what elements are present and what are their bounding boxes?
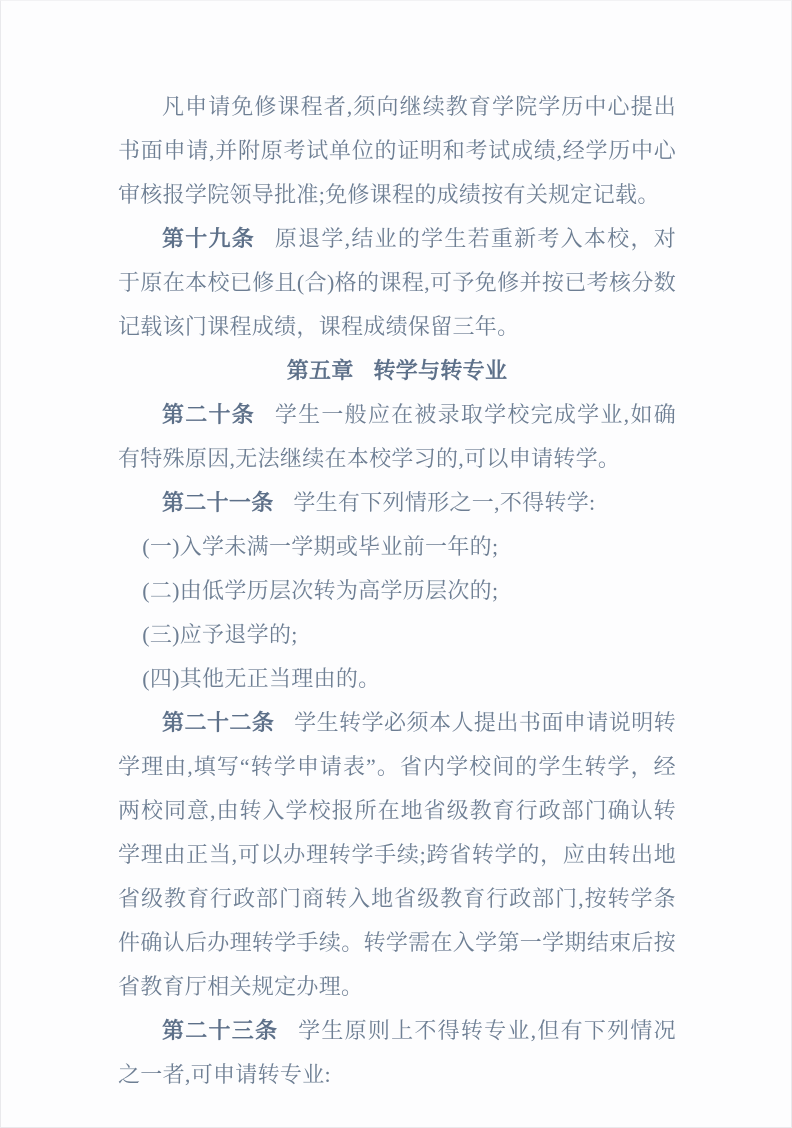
article-20-number: 第二十条 [162,402,256,427]
list-item-2-text: (二)由低学历层次转为高学历层次的; [142,578,499,603]
chapter-5-title: 转学与转专业 [373,358,508,383]
article-22-number: 第二十二条 [162,710,275,735]
paragraph-exemption-application [118,85,676,217]
list-item-1-text: (一)入学未满一学期或毕业前一年的; [142,534,499,559]
article-22-text: 学生转学必须本人提出书面申请说明转学理由,填写“转学申请表”。省内学校间的学生转学，经两校同意,由转入学校报所在地省级教育行政部门确认转学理由正当,可以办理转学手续;跨省转学的，应由转出地省级教育行政部门商转入地省级教育行政部门,按转学条件确认后办理转学手续。转学需在入学第一学期结束后按省教育厅相关规定办理。 [118,710,676,999]
article-20 [118,393,676,481]
article-21-text: 学生有下列情形之一,不得转学: [293,490,596,515]
list-item-3-text: (三)应予退学的; [142,622,298,647]
list-item-4-text: (四)其他无正当理由的。 [142,666,381,691]
article-23-text: 学生原则上不得转专业,但有下列情况之一者,可申请转专业: [118,1018,676,1087]
article-23-number: 第二十三条 [162,1018,279,1043]
article-21-number: 第二十一条 [162,490,274,515]
article-20-text: 学生一般应在被录取学校完成学业,如确有特殊原因,无法继续在本校学习的,可以申请转学。 [118,402,676,471]
list-item-1 [118,525,676,569]
document-text-block [118,85,676,1097]
article-19-text: 原退学,结业的学生若重新考入本校，对于原在本校已修且(合)格的课程,可予免修并按已考核分数记载该门课程成绩，课程成绩保留三年。 [118,226,676,339]
article-19-number: 第十九条 [162,226,256,251]
article-22 [118,701,676,1009]
list-item-4 [118,657,676,701]
paragraph-text: 凡申请免修课程者,须向继续教育学院学历中心提出书面申请,并附原考试单位的证明和考试成绩,经学历中心审核报学院领导批准;免修课程的成绩按有关规定记载。 [118,94,676,207]
list-item-3 [118,613,676,657]
article-19 [118,217,676,349]
chapter-5-heading [118,349,676,393]
chapter-5-number: 第五章 [286,358,354,383]
article-23 [118,1009,676,1097]
article-21 [118,481,676,525]
list-item-2 [118,569,676,613]
